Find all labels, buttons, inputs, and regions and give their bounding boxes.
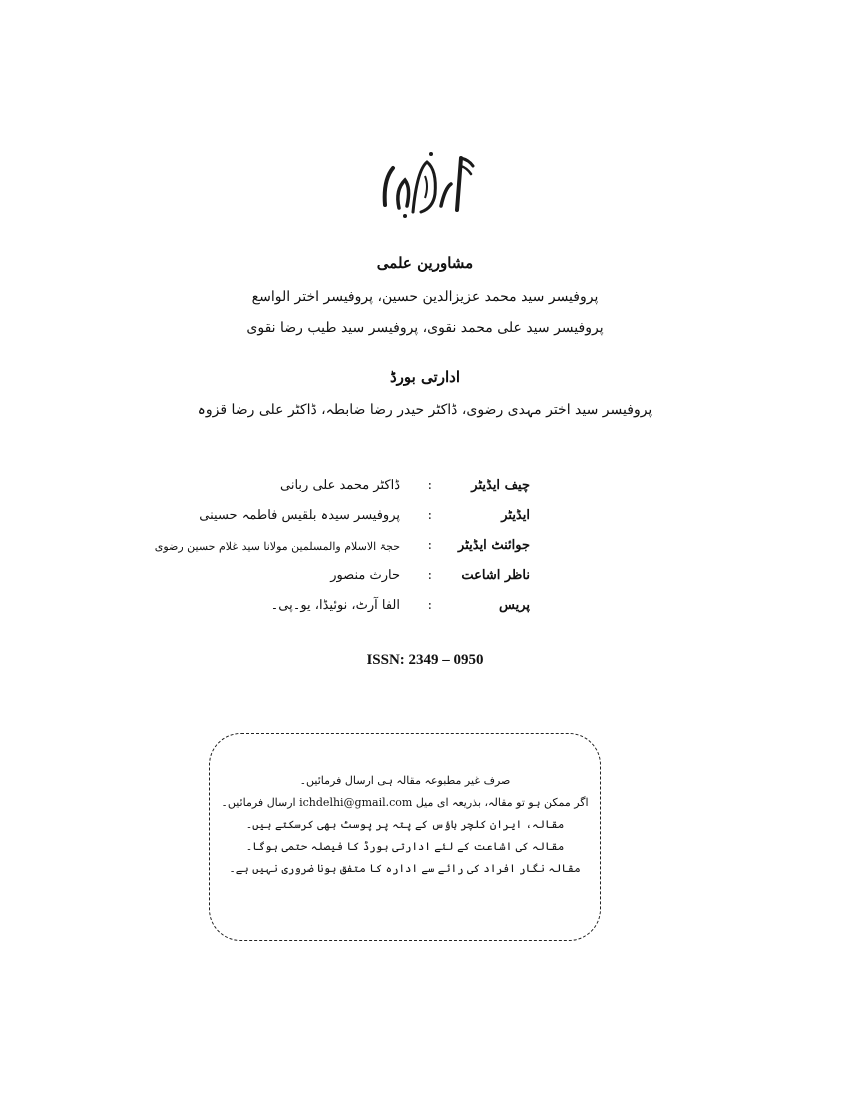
credit-name: الفا آرٹ، نوئیڈا، یو۔پی۔ bbox=[270, 598, 400, 613]
credit-role: ناظر اشاعت bbox=[461, 568, 530, 583]
notice-line: مقالہ کی اشاعت کے لئے ادارتی بورڈ کا فیصلہ حتمی ہوگا۔ bbox=[245, 840, 565, 853]
credit-colon: : bbox=[427, 478, 432, 493]
advisors-line-2: پروفیسر سید علی محمد نقوی، پروفیسر سید طیب رضا نقوی bbox=[246, 320, 604, 336]
credit-name: حارث منصور bbox=[330, 568, 400, 583]
credit-row-chief-editor bbox=[200, 474, 530, 504]
credit-role: پریس bbox=[499, 598, 530, 613]
editorial-board-line: پروفیسر سید اختر مہدی رضوی، ڈاکٹر حیدر رضا ضابطہ، ڈاکٹر علی رضا قزوہ bbox=[197, 402, 653, 418]
credit-role: جوائنٹ ایڈیٹر bbox=[458, 538, 530, 553]
notice-line: مقالہ، ایران کلچر ہاؤس کے پتہ پر پوسٹ بھی کرسکتے ہیں۔ bbox=[245, 818, 565, 831]
credit-role: ایڈیٹر bbox=[501, 508, 530, 523]
notice-line: اگر ممکن ہو تو مقالہ، بذریعہ ای میل ichdelhi@gmail.com ارسال فرمائیں۔ bbox=[221, 796, 589, 809]
credit-row-joint-editor bbox=[154, 534, 530, 564]
credit-name: حجۃ الاسلام والمسلمین مولانا سید غلام حسین رضوی bbox=[154, 540, 400, 553]
calligraphy-logo-icon bbox=[365, 150, 485, 220]
issn-number: ISSN: 2349 – 0950 bbox=[366, 652, 484, 668]
advisors-heading: مشاورین علمی bbox=[376, 254, 474, 272]
credit-colon: : bbox=[427, 598, 432, 613]
notice-lines bbox=[210, 770, 600, 880]
credit-colon: : bbox=[427, 568, 432, 583]
credit-colon: : bbox=[427, 508, 432, 523]
credit-name: پروفیسر سیدہ بلقیس فاطمہ حسینی bbox=[199, 508, 400, 523]
notice-line: صرف غیر مطبوعہ مقالہ ہی ارسال فرمائیں۔ bbox=[299, 774, 511, 787]
notice-line: مقالہ نگار افراد کی رائے سے ادارہ کا متفق ہونا ضروری نہیں ہے۔ bbox=[229, 862, 581, 875]
credits-list bbox=[154, 474, 530, 624]
submission-notice-box bbox=[209, 733, 601, 941]
advisors-line-1: پروفیسر سید محمد عزیزالدین حسین، پروفیسر اختر الواسع bbox=[251, 289, 599, 305]
credit-row-editor bbox=[200, 504, 530, 534]
credit-row-publication-manager bbox=[200, 564, 530, 594]
credit-name: ڈاکٹر محمد علی ربانی bbox=[280, 478, 400, 493]
credit-role: چیف ایڈیٹر bbox=[471, 478, 530, 493]
editorial-board-heading: ادارتی بورڈ bbox=[389, 368, 460, 386]
credit-row-press bbox=[200, 594, 530, 624]
credit-colon: : bbox=[427, 538, 432, 553]
